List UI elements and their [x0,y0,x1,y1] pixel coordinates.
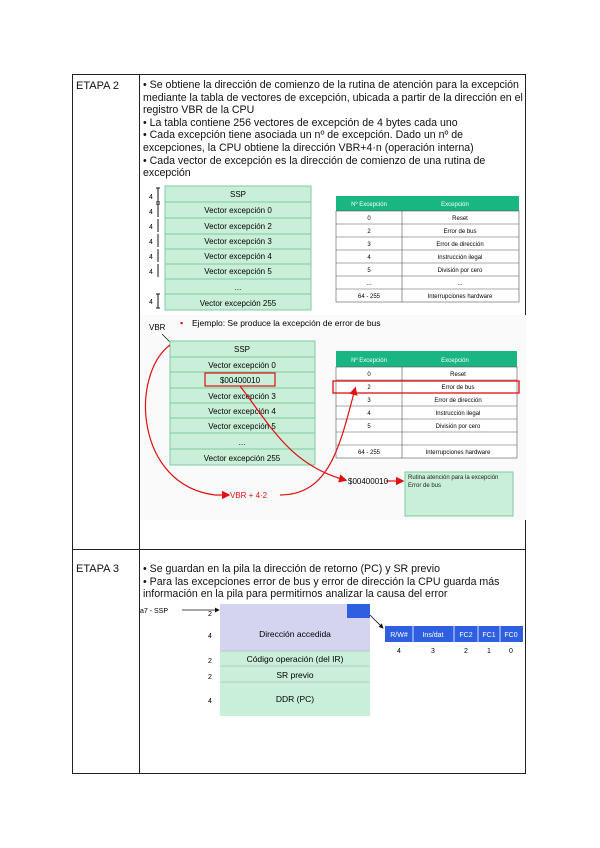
example-row: Vector excepción 3 [208,392,276,401]
exc-name: División por cero [435,424,481,430]
exc-header: Excepción [441,202,469,208]
exc-name: Interrupciones hardware [427,294,493,300]
exc-num: 5 [367,268,371,274]
exc-num: 0 [367,372,371,378]
example-row: SSP [233,345,251,354]
stack-figure [140,600,526,720]
routine-note: Rutina atención para la excepción Error de bus [408,475,499,489]
example-vector-table [170,341,315,465]
exc-num: 2 [367,385,371,391]
size-label: 4 [149,299,153,306]
vector-row: ... [234,283,242,292]
example-row: Vector excepción 255 [203,454,281,463]
exc-name: División por cero [437,268,483,274]
vbr-label: VBR [149,323,166,332]
exc-num: 4 [367,411,371,417]
vector-row: Vector excepción 3 [204,237,272,246]
stack-row: Código operación (del IR) [246,654,344,664]
exc-name: Error de dirección [434,398,482,404]
exc-name: Error de bus [443,229,477,235]
example-row: Vector excepción 4 [208,407,276,416]
vector-size-brackets [149,188,160,308]
stack-row: SR previo [276,670,314,680]
exc-num: 2 [367,229,371,235]
size-label: 4 [208,633,212,640]
stack [220,604,370,716]
exc-num: 5 [367,424,371,430]
status-bit: 0 [509,648,513,655]
stage2-bullets [143,79,523,180]
exc-num: 64 - 255 [357,450,381,456]
exc-name: Reset [450,372,466,378]
status-bit: 4 [397,648,401,655]
size-label: 4 [149,239,153,246]
stack-row: DDR (PC) [275,694,315,704]
vector-address: $00400010 [348,477,389,486]
stage3-label: ETAPA 3 [76,563,120,575]
status-field: FC1 [482,632,496,639]
bullet-marker: ▪ [180,318,184,328]
example-row: $00400010 [219,376,261,385]
stage3-bullet: • Para las excepciones error de bus y error de dirección la CPU guarda más información en la pila para permitirnos analizar la causa del error [143,575,500,601]
exception-table [336,196,519,302]
vector-row: Vector excepción 255 [199,299,277,308]
status-field: Ins/dat [422,632,444,639]
example-figure [140,315,526,520]
example-row: Vector excepción 0 [208,361,276,370]
status-word [385,626,523,655]
status-field: FC0 [504,632,518,639]
status-field: FC2 [459,632,473,639]
status-field: R/W# [390,632,408,639]
exc-name: ... [457,281,463,287]
exc-num: 3 [367,242,371,248]
stage2-bullet: • Cada vector de excepción es la dirección de comienzo de una rutina de excepción [143,154,486,180]
example-row: Vector excepción 5 [208,422,276,431]
exc-header: Nº Excepción [351,202,387,208]
exc-num: 4 [367,255,371,261]
stage2-bullet: • La tabla contiene 256 vectores de excepción de 4 bytes cada uno [143,116,458,129]
row-divider [72,549,526,550]
exc-num: 3 [367,398,371,404]
vector-table-figure [140,182,526,322]
vector-row: SSP [229,190,247,199]
exc-num: 64 - 255 [357,294,381,300]
stage3-bullets [143,563,523,601]
vector-row: Vector excepción 2 [204,222,272,231]
size-label: 2 [208,658,212,665]
stage2-bullet: • Cada excepción tiene asociada un nº de excepción. Dado un nº de excepciones, la CPU obtiene la dirección VBR+4·n (operación interna) [143,129,474,154]
exc-num: ... [366,281,372,287]
example-title: Ejemplo: Se produce la excepción de error de bus [192,318,381,328]
size-label: 4 [149,194,153,201]
size-label: 4 [149,209,153,216]
status-bit: 2 [464,648,468,655]
exc-name: Error de dirección [436,242,484,248]
example-exception-table [333,351,519,458]
size-label: 4 [149,254,153,261]
exc-name: Reset [452,216,468,222]
exc-name: Instrucción ilegal [435,411,481,417]
size-label: 4 [149,269,153,276]
stage2-bullet: • Se obtiene la dirección de comienzo de la rutina de atención para la excepción mediante la tabla de vectores de excepción, ubicada a partir de la dirección en el registro VBR de la CPU [143,79,523,117]
exc-name: Interrupciones hardware [425,450,491,456]
stack-pointer-label: a7 - SSP [140,608,169,615]
size-label: 4 [208,698,212,705]
size-label: 4 [149,224,153,231]
status-bit: 3 [431,648,435,655]
example-row: ... [238,438,246,447]
stack-row: Dirección accedida [259,629,331,639]
vector-table [165,186,311,310]
status-bit: 1 [487,648,491,655]
stage2-label: ETAPA 2 [76,80,120,92]
vector-row: Vector excepción 0 [204,206,272,215]
stage3-bullet: • Se guardan en la pila la dirección de retorno (PC) y SR previo [143,563,440,575]
vector-row: Vector excepción 5 [204,267,272,276]
size-label: 2 [208,674,212,681]
exc-name: Error de bus [441,385,475,391]
stack-sizes [208,611,212,705]
size-label: 2 [208,611,212,618]
exc-header: Nº Excepción [351,358,387,364]
vbr-formula: VBR + 4·2 [230,491,268,500]
vector-row: Vector excepción 4 [204,252,272,261]
exc-name: Instrucción ilegal [437,255,483,261]
exc-num: 0 [367,216,371,222]
exc-header: Excepción [441,358,469,364]
